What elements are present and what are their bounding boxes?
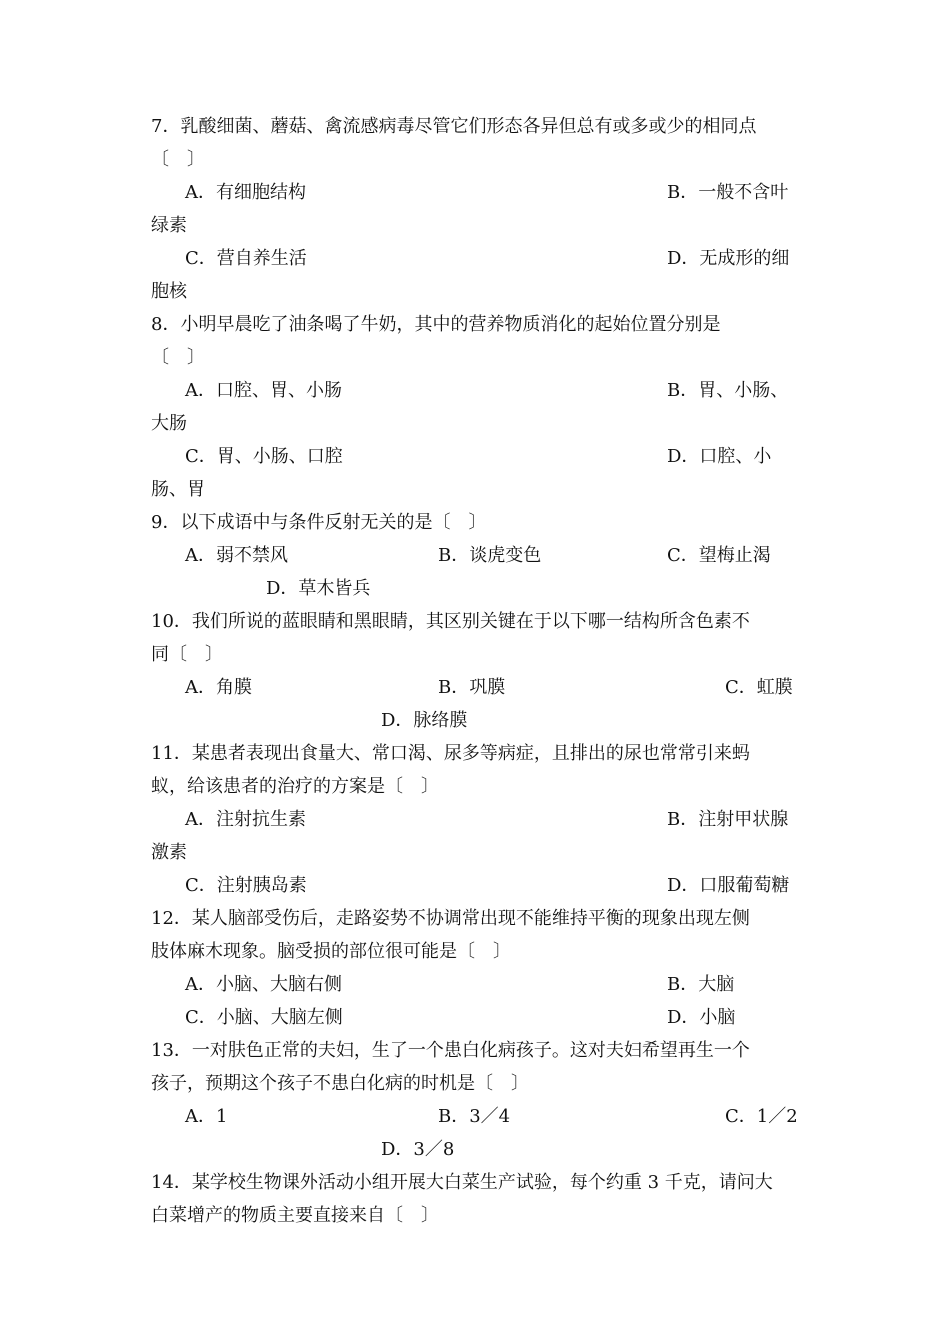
q7-option-d-wrap: 胞核 bbox=[151, 281, 187, 302]
q9-option-d: D．草木皆兵 bbox=[266, 578, 371, 599]
q9-stem-line-1: 9．以下成语中与条件反射无关的是〔 〕 bbox=[151, 512, 487, 533]
q10-option-a: A．角膜 bbox=[185, 677, 252, 698]
q13-option-d: D．3／8 bbox=[381, 1139, 455, 1160]
q8-option-a: A．口腔、胃、小肠 bbox=[185, 380, 342, 401]
q8-stem-line-2: 〔 〕 bbox=[151, 347, 205, 368]
q9-option-b: B．谈虎变色 bbox=[438, 545, 542, 566]
q11-option-c: C．注射胰岛素 bbox=[185, 875, 307, 896]
q11-stem-line-2: 蚁，给该患者的治疗的方案是〔 〕 bbox=[151, 776, 439, 797]
q12-option-c: C．小脑、大脑左侧 bbox=[185, 1007, 343, 1028]
q11-option-a: A．注射抗生素 bbox=[185, 809, 306, 830]
q7-stem-line-2: 〔 〕 bbox=[151, 149, 205, 170]
q11-option-b-wrap: 激素 bbox=[151, 842, 187, 863]
q8-option-d: D．口腔、小 bbox=[667, 446, 772, 467]
q14-stem-line-1: 14．某学校生物课外活动小组开展大白菜生产试验，每个约重 3 千克，请问大 bbox=[151, 1172, 773, 1193]
q13-option-a: A．1 bbox=[185, 1106, 228, 1127]
q9-option-a: A．弱不禁风 bbox=[185, 545, 288, 566]
q13-stem-line-2: 孩子，预期这个孩子不患白化病的时机是〔 〕 bbox=[151, 1073, 529, 1094]
q12-option-a: A．小脑、大脑右侧 bbox=[185, 974, 342, 995]
q13-option-b: B．3／4 bbox=[438, 1106, 511, 1127]
q8-option-d-wrap: 肠、胃 bbox=[151, 479, 205, 500]
q8-option-b: B．胃、小肠、 bbox=[667, 380, 789, 401]
q12-option-b: B．大脑 bbox=[667, 974, 735, 995]
q8-option-b-wrap: 大肠 bbox=[151, 413, 187, 434]
q7-option-b: B．一般不含叶 bbox=[667, 182, 789, 203]
q10-stem-line-2: 同〔 〕 bbox=[151, 644, 223, 665]
q11-option-d: D．口服葡萄糖 bbox=[667, 875, 790, 896]
q7-option-b-wrap: 绿素 bbox=[151, 215, 187, 236]
q14-stem-line-2: 白菜增产的物质主要直接来自〔 〕 bbox=[151, 1205, 439, 1226]
q9-option-c: C．望梅止渴 bbox=[667, 545, 771, 566]
q11-option-b: B．注射甲状腺 bbox=[667, 809, 789, 830]
q12-option-d: D．小脑 bbox=[667, 1007, 736, 1028]
q8-option-c: C．胃、小肠、口腔 bbox=[185, 446, 343, 467]
q12-stem-line-1: 12．某人脑部受伤后，走路姿势不协调常出现不能维持平衡的现象出现左侧 bbox=[151, 908, 750, 929]
q7-option-c: C．营自养生活 bbox=[185, 248, 307, 269]
q7-stem-line-1: 7．乳酸细菌、蘑菇、禽流感病毒尽管它们形态各异但总有或多或少的相同点 bbox=[151, 116, 757, 137]
q13-option-c: C．1／2 bbox=[725, 1106, 798, 1127]
q10-option-d: D．脉络膜 bbox=[381, 710, 468, 731]
q10-option-c: C．虹膜 bbox=[725, 677, 793, 698]
q13-stem-line-1: 13．一对肤色正常的夫妇，生了一个患白化病孩子。这对夫妇希望再生一个 bbox=[151, 1040, 750, 1061]
q12-stem-line-2: 肢体麻木现象。脑受损的部位很可能是〔 〕 bbox=[151, 941, 511, 962]
q7-option-d: D．无成形的细 bbox=[667, 248, 790, 269]
q10-stem-line-1: 10．我们所说的蓝眼睛和黑眼睛，其区别关键在于以下哪一结构所含色素不 bbox=[151, 611, 750, 632]
q10-option-b: B．巩膜 bbox=[438, 677, 506, 698]
q11-stem-line-1: 11．某患者表现出食量大、常口渴、尿多等病症，且排出的尿也常常引来蚂 bbox=[151, 743, 750, 764]
q7-option-a: A．有细胞结构 bbox=[185, 182, 306, 203]
q8-stem-line-1: 8．小明早晨吃了油条喝了牛奶，其中的营养物质消化的起始位置分别是 bbox=[151, 314, 721, 335]
